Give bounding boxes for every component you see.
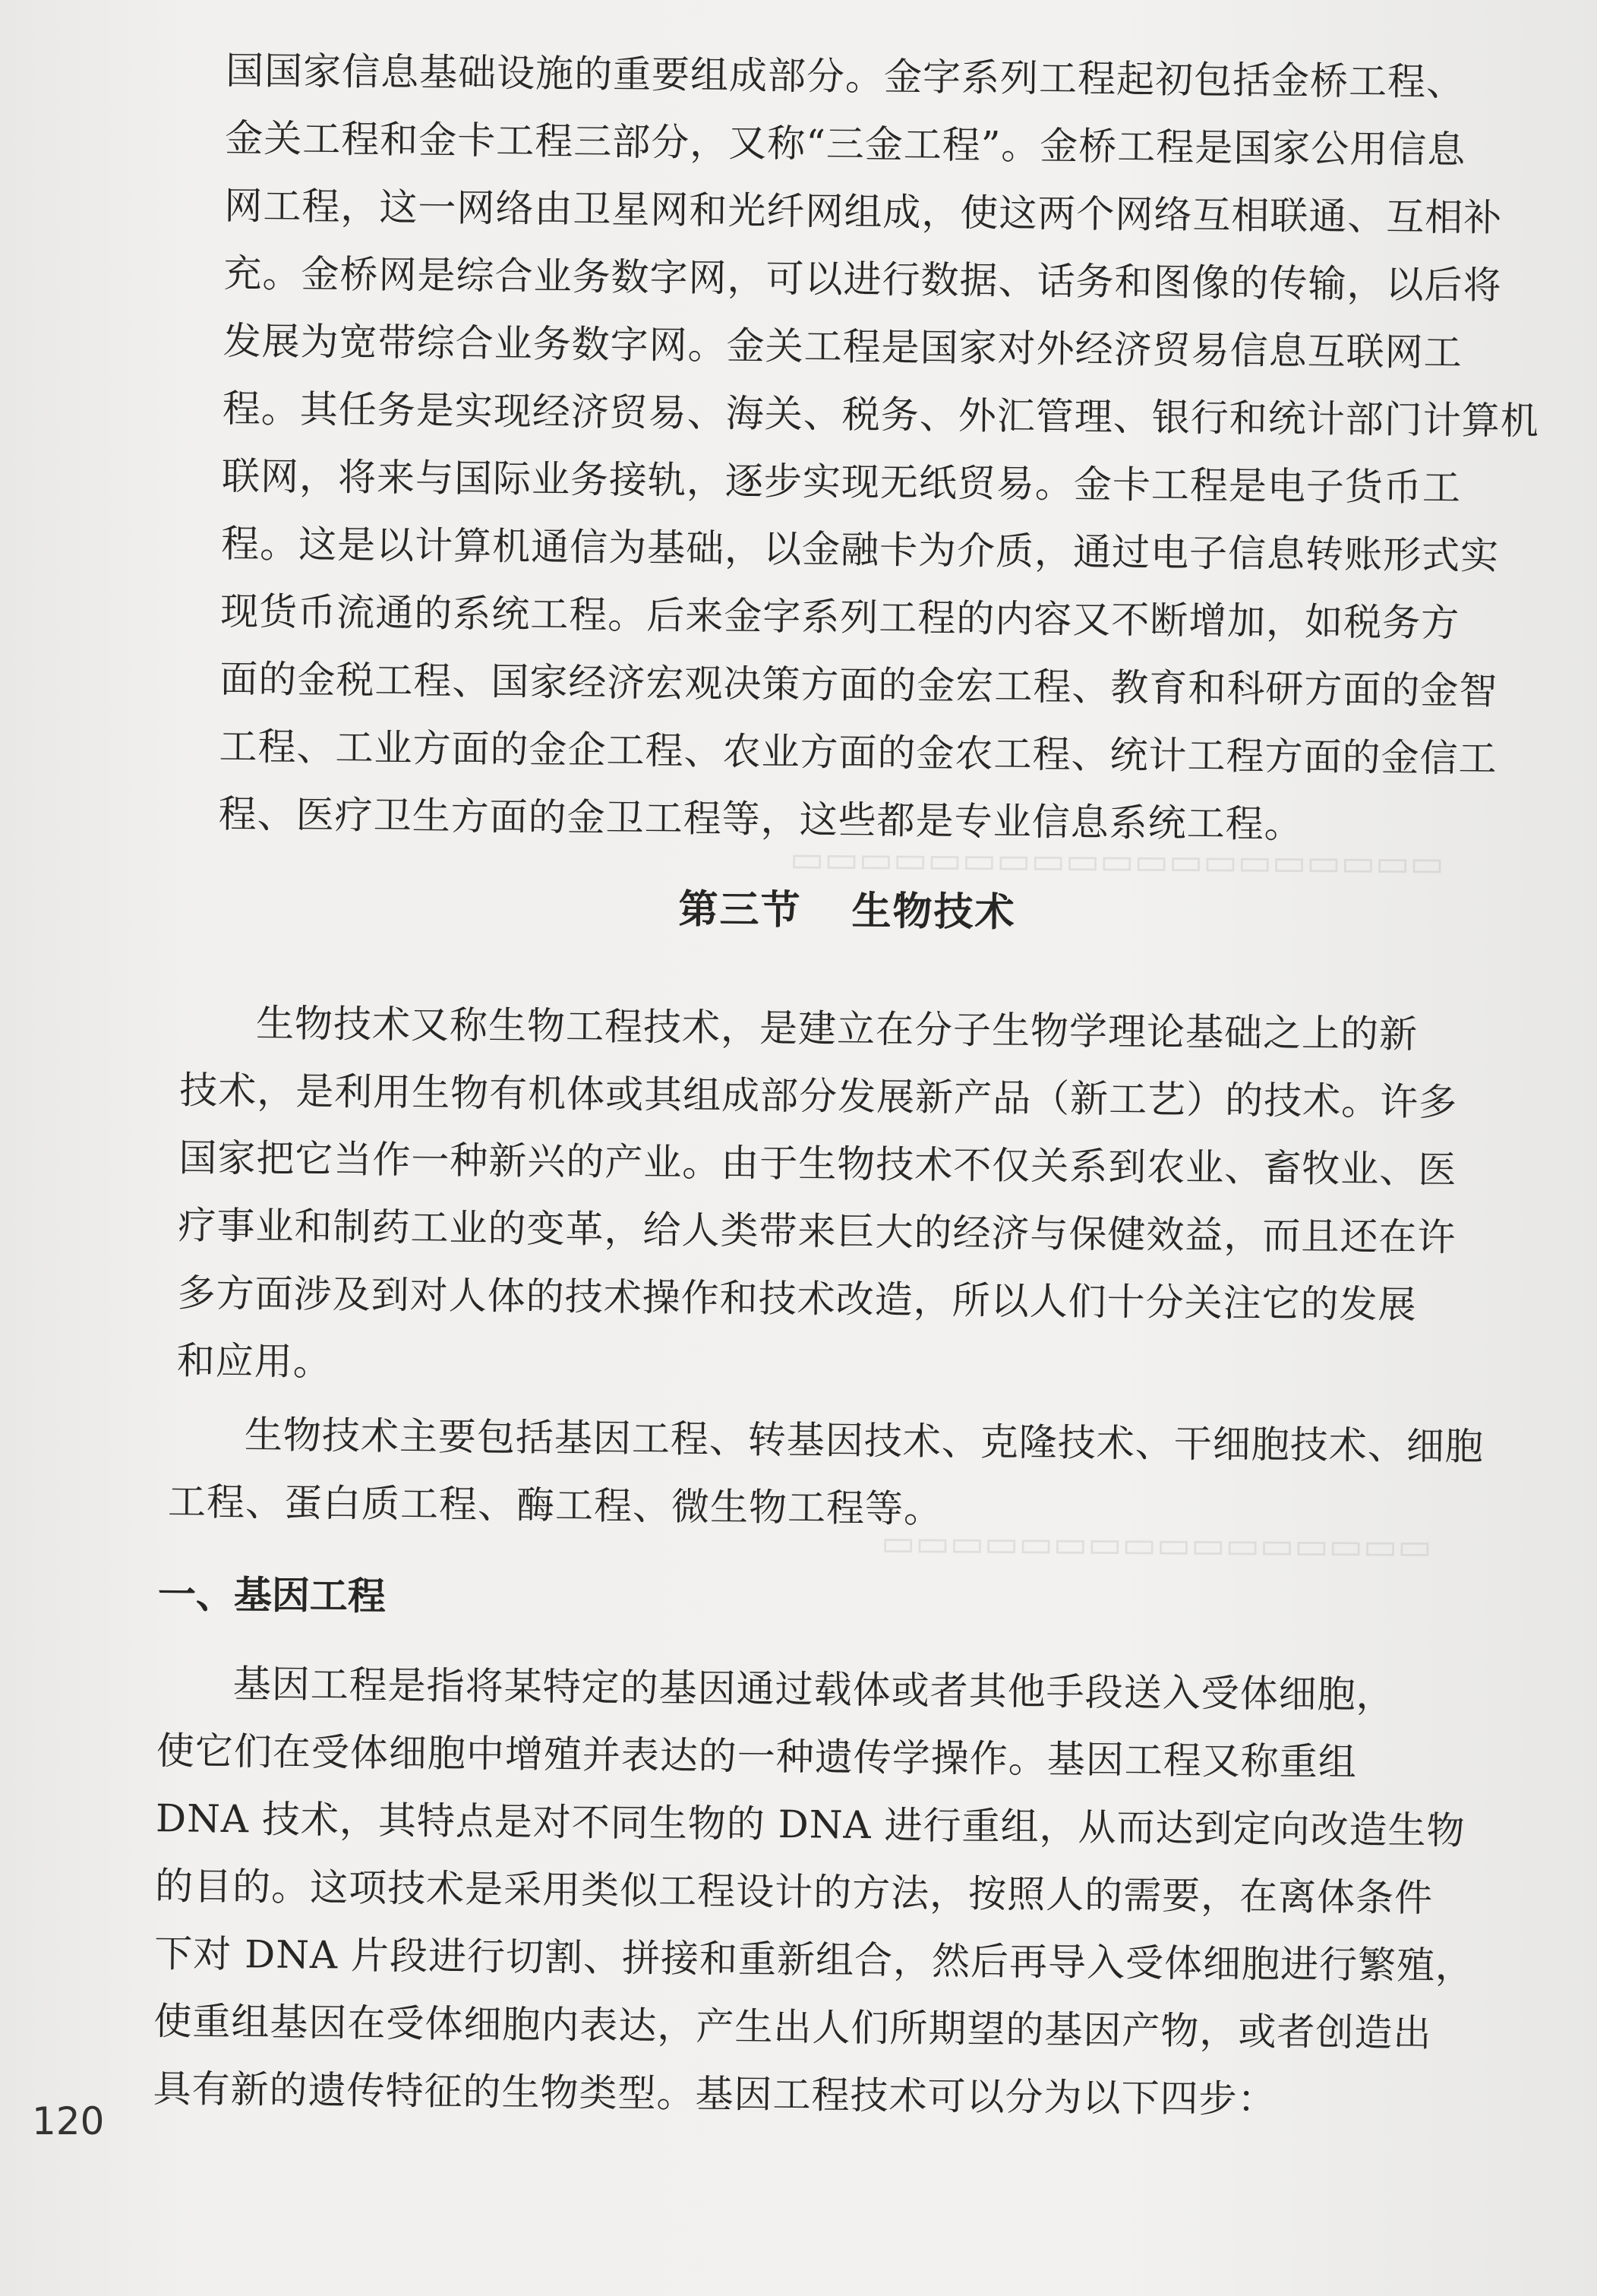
text-line: 联网，将来与国际业务接轨，逐步实现无纸贸易。金卡工程是电子货币工 xyxy=(221,453,1462,510)
reverse-side-show-through: ▭▭▭▭▭▭▭▭▭▭▭▭▭▭▭▭▭▭▭ xyxy=(789,837,1444,886)
section-number: 第三节 xyxy=(678,886,802,934)
paragraph-biotech-intro xyxy=(176,989,1547,1407)
paragraph-genetic-engineering xyxy=(153,1650,1539,2136)
text-line: 和应用。 xyxy=(176,1338,333,1385)
text-line: DNA 技术，其特点是对不同生物的 DNA 进行重组，从而达到定向改造生物 xyxy=(155,1796,1466,1853)
text-line: 国家把它当作一种新兴的产业。由于生物技术不仅关系到农业、畜牧业、医 xyxy=(178,1135,1457,1192)
text-line: 的目的。这项技术是采用类似工程设计的方法，按照人的需要，在离体条件 xyxy=(154,1864,1434,1921)
text-line: 下对 DNA 片段进行切割、拼接和重新组合，然后再导入受体细胞进行繁殖， xyxy=(154,1931,1475,1988)
text-line: 技术，是利用生物有机体或其组成部分发展新产品（新工艺）的技术。许多 xyxy=(178,1068,1458,1125)
text-line: 工程、蛋白质工程、酶工程、微生物工程等。 xyxy=(167,1480,943,1532)
text-line: 面的金税工程、国家经济宏观决策方面的金宏工程、教育和科研方面的金智 xyxy=(219,656,1498,713)
reverse-side-show-through: ▭▭▭▭▭▭▭▭▭▭▭▭▭▭▭▭ xyxy=(880,1521,1432,1568)
text-line: 网工程，这一网络由卫星网和光纤网组成，使这两个网络互相联通、互相补 xyxy=(224,183,1503,241)
text-line: 程、医疗卫生方面的金卫工程等，这些都是专业信息系统工程。 xyxy=(218,791,1303,847)
text-line: 疗事业和制药工业的变革，给人类带来巨大的经济与保健效益，而且还在许 xyxy=(178,1203,1457,1260)
section-name: 生物技术 xyxy=(851,888,1016,936)
text-line: 充。金桥网是综合业务数字网，可以进行数据、话务和图像的传输，以后将 xyxy=(223,251,1502,308)
text-line: 国国家信息基础设施的重要组成部分。金字系列工程起初包括金桥工程、 xyxy=(225,48,1466,105)
text-line: 程。这是以计算机通信为基础，以金融卡为介质，通过电子信息转账形式实 xyxy=(220,521,1500,578)
text-line: 工程、工业方面的金企工程、农业方面的金农工程、统计工程方面的金信工 xyxy=(219,724,1498,781)
text-line: 生物技术主要包括基因工程、转基因技术、克隆技术、干细胞技术、细胞 xyxy=(244,1413,1485,1469)
text-line: 使它们在受体细胞中增殖并表达的一种遗传学操作。基因工程又称重组 xyxy=(156,1729,1358,1785)
text-line: 基因工程是指将某特定的基因通过载体或者其他手段送入受体细胞， xyxy=(232,1662,1395,1717)
text-line: 现货币流通的系统工程。后来金字系列工程的内容又不断增加，如税务方 xyxy=(220,589,1460,646)
text-line: 具有新的遗传特征的生物类型。基因工程技术可以分为以下四步： xyxy=(153,2067,1277,2122)
subsection-heading: 一、基因工程 xyxy=(157,1572,387,1619)
text-line: 使重组基因在受体细胞内表达，产生出人们所期望的基因产物，或者创造出 xyxy=(153,1999,1432,2056)
text-line: 生物技术又称生物工程技术，是建立在分子生物学理论基础之上的新 xyxy=(255,1001,1419,1056)
text-line: 发展为宽带综合业务数字网。金关工程是国家对外经济贸易信息互联网工 xyxy=(223,318,1463,375)
section-heading xyxy=(678,877,1016,937)
page-number: 120 xyxy=(32,2099,105,2143)
text-line: 金关工程和金卡工程三部分，又称“三金工程”。金桥工程是国家公用信息 xyxy=(224,115,1466,172)
text-line: 多方面涉及到对人体的技术操作和技术改造，所以人们十分关注它的发展 xyxy=(177,1271,1417,1327)
text-line: 程。其任务是实现经济贸易、海关、税务、外汇管理、银行和统计部门计算机 xyxy=(222,386,1540,444)
paragraph-biotech-scope xyxy=(168,1401,1544,1549)
paragraph-jinzi-projects xyxy=(218,37,1570,861)
